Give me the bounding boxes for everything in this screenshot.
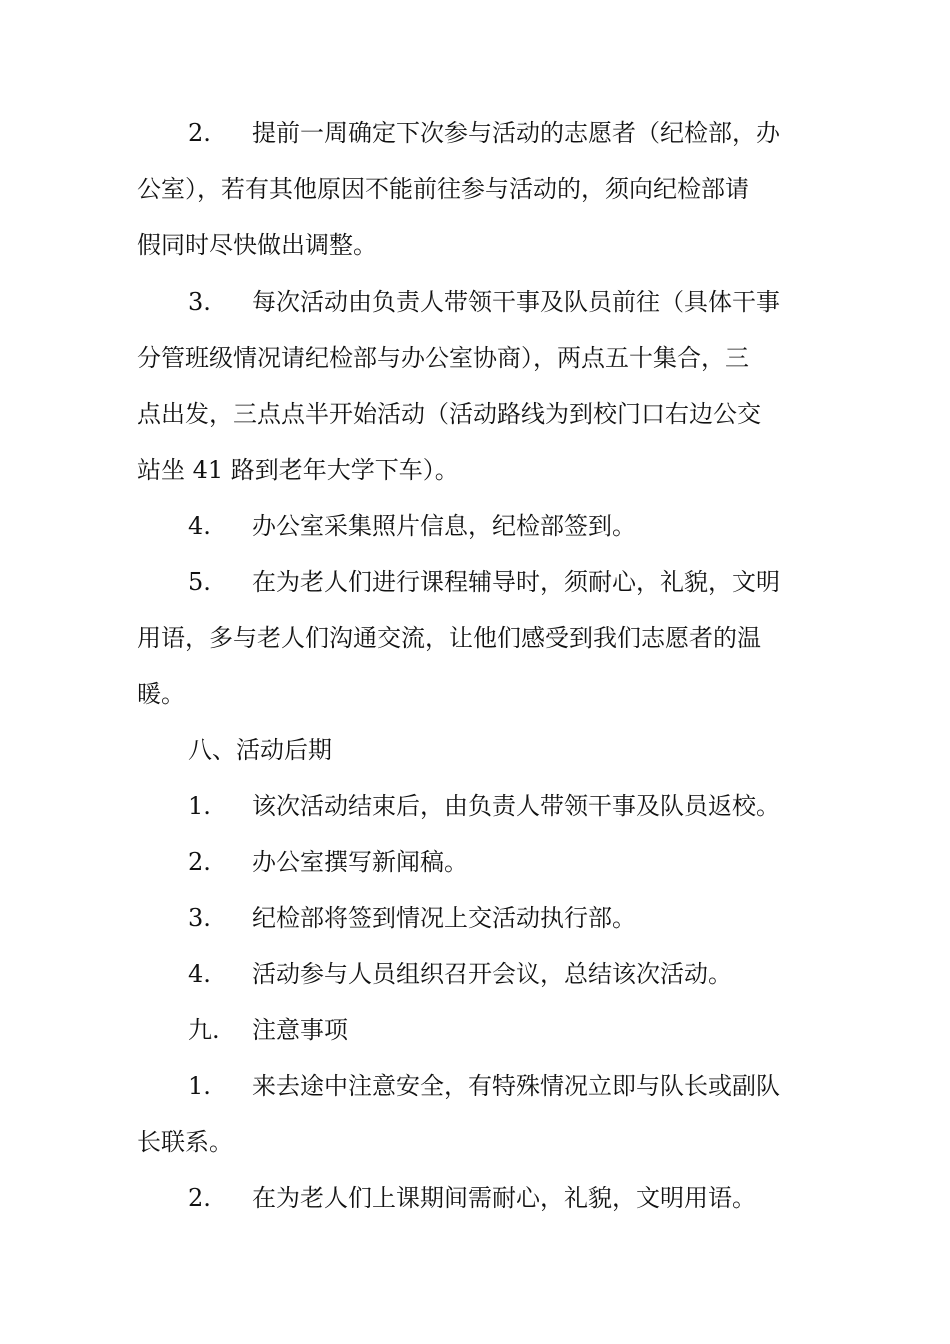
- item-text: 长联系。: [137, 1128, 233, 1156]
- paragraph-line: [0, 225, 950, 265]
- section-heading: [0, 1010, 950, 1050]
- item-text: 假同时尽快做出调整。: [137, 231, 377, 259]
- item-number: 2.: [188, 1184, 211, 1212]
- item-number: 4.: [188, 512, 211, 540]
- item-text: 分管班级情况请纪检部与办公室协商），两点五十集合，三: [137, 344, 749, 372]
- item-number: 4.: [188, 960, 211, 988]
- section-heading-text: 注意事项: [252, 1016, 348, 1044]
- item-text: 公室），若有其他原因不能前往参与活动的，须向纪检部请: [137, 175, 749, 203]
- item-text: 办公室撰写新闻稿。: [252, 848, 468, 876]
- item-text: 用语，多与老人们沟通交流，让他们感受到我们志愿者的温: [137, 624, 761, 652]
- paragraph-line: [0, 842, 950, 882]
- item-number: 2.: [188, 848, 211, 876]
- paragraph-line: [0, 282, 950, 322]
- paragraph-line: [0, 394, 950, 434]
- paragraph-line: [0, 786, 950, 826]
- item-text: 来去途中注意安全，有特殊情况立即与队长或副队: [252, 1072, 780, 1100]
- item-text: 纪检部将签到情况上交活动执行部。: [252, 904, 636, 932]
- item-text: 该次活动结束后，由负责人带领干事及队员返校。: [252, 792, 780, 820]
- item-text: 活动参与人员组织召开会议，总结该次活动。: [252, 960, 732, 988]
- paragraph-line: [0, 618, 950, 658]
- paragraph-line: [0, 506, 950, 546]
- paragraph-line: [0, 562, 950, 602]
- paragraph-line: [0, 450, 950, 490]
- item-text: 站坐 41 路到老年大学下车）。: [137, 456, 459, 484]
- item-text: 办公室采集照片信息，纪检部签到。: [252, 512, 636, 540]
- item-number: 2.: [188, 119, 211, 147]
- paragraph-line: [0, 1178, 950, 1218]
- item-number: 1.: [188, 792, 211, 820]
- section-number: 九.: [188, 1016, 220, 1044]
- item-text: 提前一周确定下次参与活动的志愿者（纪检部，办: [252, 119, 780, 147]
- section-heading: [0, 730, 950, 770]
- paragraph-line: [0, 1122, 950, 1162]
- item-number: 3.: [188, 288, 211, 316]
- item-number: 5.: [188, 568, 211, 596]
- paragraph-line: [0, 954, 950, 994]
- item-number: 1.: [188, 1072, 211, 1100]
- paragraph-line: [0, 169, 950, 209]
- item-text: 点出发，三点点半开始活动（活动路线为到校门口右边公交: [137, 400, 761, 428]
- item-text: 暖。: [137, 680, 185, 708]
- paragraph-line: [0, 338, 950, 378]
- paragraph-line: [0, 113, 950, 153]
- item-text: 每次活动由负责人带领干事及队员前往（具体干事: [252, 288, 780, 316]
- item-text: 在为老人们进行课程辅导时，须耐心，礼貌，文明: [252, 568, 780, 596]
- paragraph-line: [0, 1066, 950, 1106]
- item-number: 3.: [188, 904, 211, 932]
- paragraph-line: [0, 898, 950, 938]
- section-heading-text: 八、活动后期: [188, 736, 332, 764]
- paragraph-line: [0, 674, 950, 714]
- item-text: 在为老人们上课期间需耐心，礼貌，文明用语。: [252, 1184, 756, 1212]
